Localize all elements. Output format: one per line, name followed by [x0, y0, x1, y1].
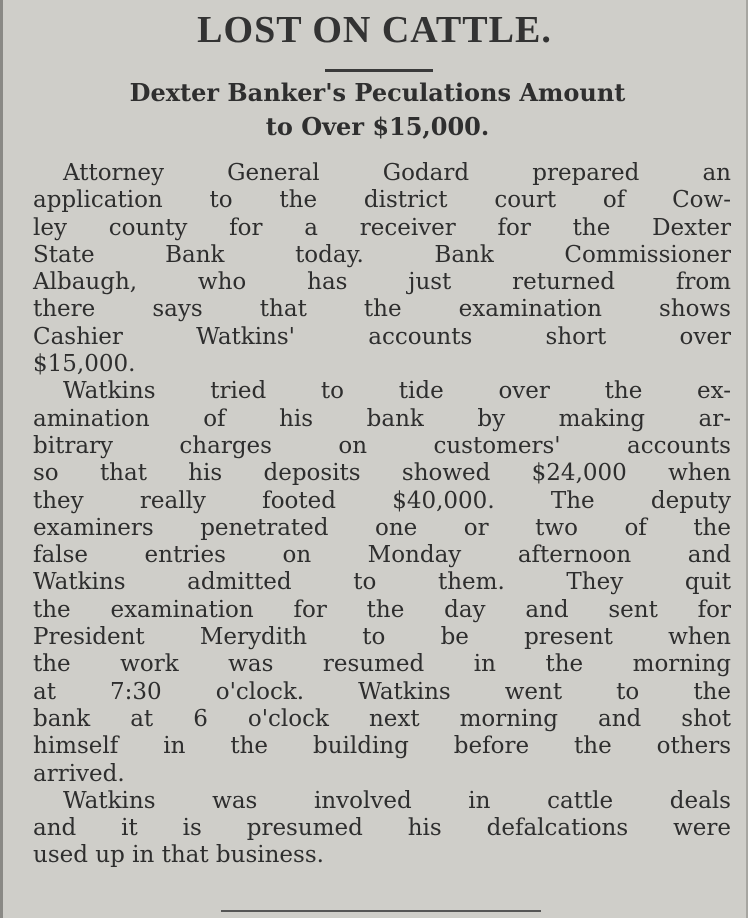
subheadline-line: to Over $15,000. [265, 112, 490, 141]
text-line: the examination for the day and sent for [33, 596, 731, 623]
text-line: $15,000. [33, 351, 136, 378]
text-line: and it is presumed his defalcations were [33, 815, 731, 842]
text-line: Watkins admitted to them. They quit [33, 569, 731, 596]
article-body [33, 160, 731, 870]
text-line: so that his deposits showed $24,000 when [33, 460, 731, 487]
text-line: amination of his bank by making ar- [33, 405, 731, 432]
divider-rule [325, 69, 433, 72]
subheadline [23, 76, 732, 144]
text-line: they really footed $40,000. The deputy [33, 487, 731, 514]
text-line: bitrary charges on customers' accounts [33, 432, 731, 459]
subheadline-line: Dexter Banker's Peculations Amount [129, 78, 626, 107]
text-line: arrived. [33, 760, 125, 787]
paragraph [33, 788, 731, 870]
text-line: Watkins tried to tide over the ex- [63, 378, 731, 405]
bottom-rule [221, 910, 541, 912]
text-line: the work was resumed in the morning [33, 651, 731, 678]
text-line: ley county for a receiver for the Dexter [33, 214, 731, 241]
text-line: Cashier Watkins' accounts short over [33, 323, 731, 350]
text-line: false entries on Monday afternoon and [33, 542, 731, 569]
text-line: at 7:30 o'clock. Watkins went to the [33, 678, 731, 705]
text-line: used up in that business. [33, 842, 324, 869]
headline: LOST ON CATTLE. [197, 9, 552, 51]
paragraph [33, 378, 731, 787]
text-line: State Bank today. Bank Commissioner [33, 241, 731, 268]
text-line: there says that the examination shows [33, 296, 731, 323]
text-line: bank at 6 o'clock next morning and shot [33, 705, 731, 732]
text-line: Attorney General Godard prepared an [63, 160, 731, 186]
paragraph [33, 160, 731, 378]
text-line: Albaugh, who has just returned from [33, 269, 731, 296]
text-line: Watkins was involved in cattle deals [63, 787, 731, 814]
text-line: President Merydith to be present when [33, 624, 731, 651]
text-line: application to the district court of Cow- [33, 187, 731, 214]
text-line: himself in the building before the others [33, 733, 731, 760]
text-line: examiners penetrated one or two of the [33, 514, 731, 541]
